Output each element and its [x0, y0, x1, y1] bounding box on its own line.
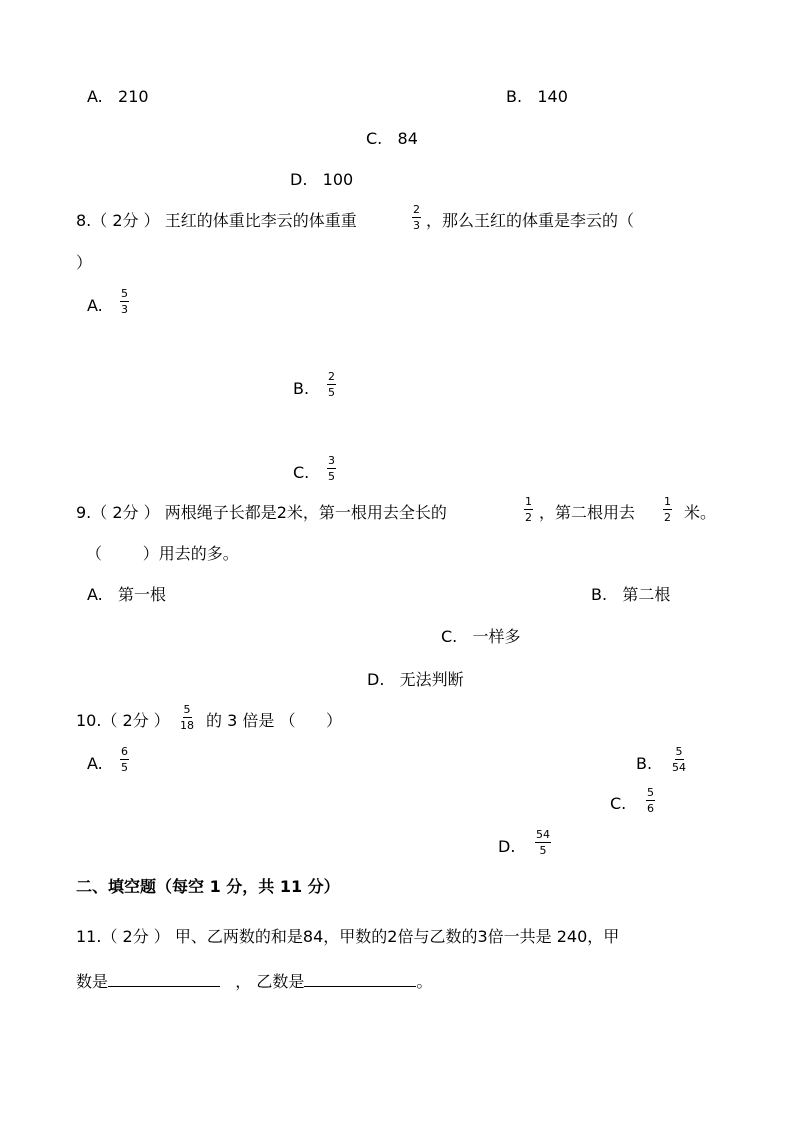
q8-fraction: $\frac{2}{3}$: [413, 203, 420, 232]
q9-stem-mid: ，第二根用去: [539, 503, 636, 522]
q10-stem: [76, 713, 170, 729]
q10-option-d-fraction: $\frac{54}{5}$: [536, 828, 550, 857]
q10-option-b-label: B.: [636, 754, 653, 773]
q9-stem-end: 米。: [684, 503, 717, 522]
q9-option-a: A. 第一根: [87, 585, 167, 604]
q10-fraction: $\frac{5}{18}$: [180, 703, 194, 732]
answer-blank-1[interactable]: [108, 972, 220, 987]
answer-blank-2[interactable]: [304, 972, 416, 987]
q8-option-a-fraction: $\frac{5}{3}$: [121, 287, 128, 316]
question-number: 10.: [76, 711, 102, 730]
q8-option-b-fraction: $\frac{2}{5}$: [328, 370, 335, 399]
q8-close-paren: ）: [76, 253, 93, 272]
q8-option-c-fraction: $\frac{3}{5}$: [328, 454, 335, 483]
q10-option-b-fraction: $\frac{5}{54}$: [672, 745, 686, 774]
q8-option-c-label: C.: [293, 463, 310, 482]
q10-option-a-label: A.: [87, 754, 103, 773]
q9-stem: 9.（ 2分 ） 两根绳子长都是2米，第一根用去全长的: [76, 503, 447, 522]
section-heading: 二、填空题（每空 1 分，共 11 分）: [76, 877, 340, 896]
q9-option-c: C. 一样多: [441, 627, 521, 646]
q10-option-c-fraction: $\frac{5}{6}$: [647, 786, 654, 815]
q7-option-b: B. 140: [506, 87, 568, 106]
q7-option-d: D. 100: [290, 170, 354, 189]
q8-stem-end: ，那么王红的体重是李云的（: [426, 211, 635, 230]
question-number: 9.: [76, 503, 92, 522]
q9-fraction-1: $\frac{1}{2}$: [525, 495, 532, 524]
q9-option-b: B. 第二根: [591, 585, 671, 604]
q7-option-a: A. 210: [87, 87, 149, 106]
question-score: （ 2分 ）: [91, 503, 160, 522]
q8-stem: 8.（ 2分 ） 王红的体重比李云的体重重: [76, 211, 357, 230]
q9-line2: （ ）用去的多。: [86, 544, 239, 563]
q10-option-c-label: C.: [610, 794, 627, 813]
q10-stem-end: 的 3 倍是 （ ）: [206, 711, 342, 730]
q7-option-c: C. 84: [366, 129, 418, 148]
question-score: （ 2分 ）: [91, 211, 160, 230]
q10-option-d-label: D.: [498, 837, 516, 856]
question-score: （ 2分 ）: [101, 711, 170, 730]
question-number: 11.: [76, 927, 102, 946]
q11-stem: 11.（ 2分 ） 甲、乙两数的和是84，甲数的2倍与乙数的3倍一共是 240，甲: [76, 927, 620, 946]
q8-option-b-label: B.: [293, 379, 310, 398]
q9-fraction-2: $\frac{1}{2}$: [664, 495, 671, 524]
q10-option-a-fraction: $\frac{6}{5}$: [121, 745, 128, 774]
question-score: （ 2分 ）: [101, 927, 170, 946]
q9-option-d: D. 无法判断: [367, 670, 464, 689]
q8-option-a-label: A.: [87, 296, 103, 315]
question-number: 8.: [76, 211, 92, 230]
q11-line2: 数是 ， 乙数是 。: [76, 972, 433, 991]
